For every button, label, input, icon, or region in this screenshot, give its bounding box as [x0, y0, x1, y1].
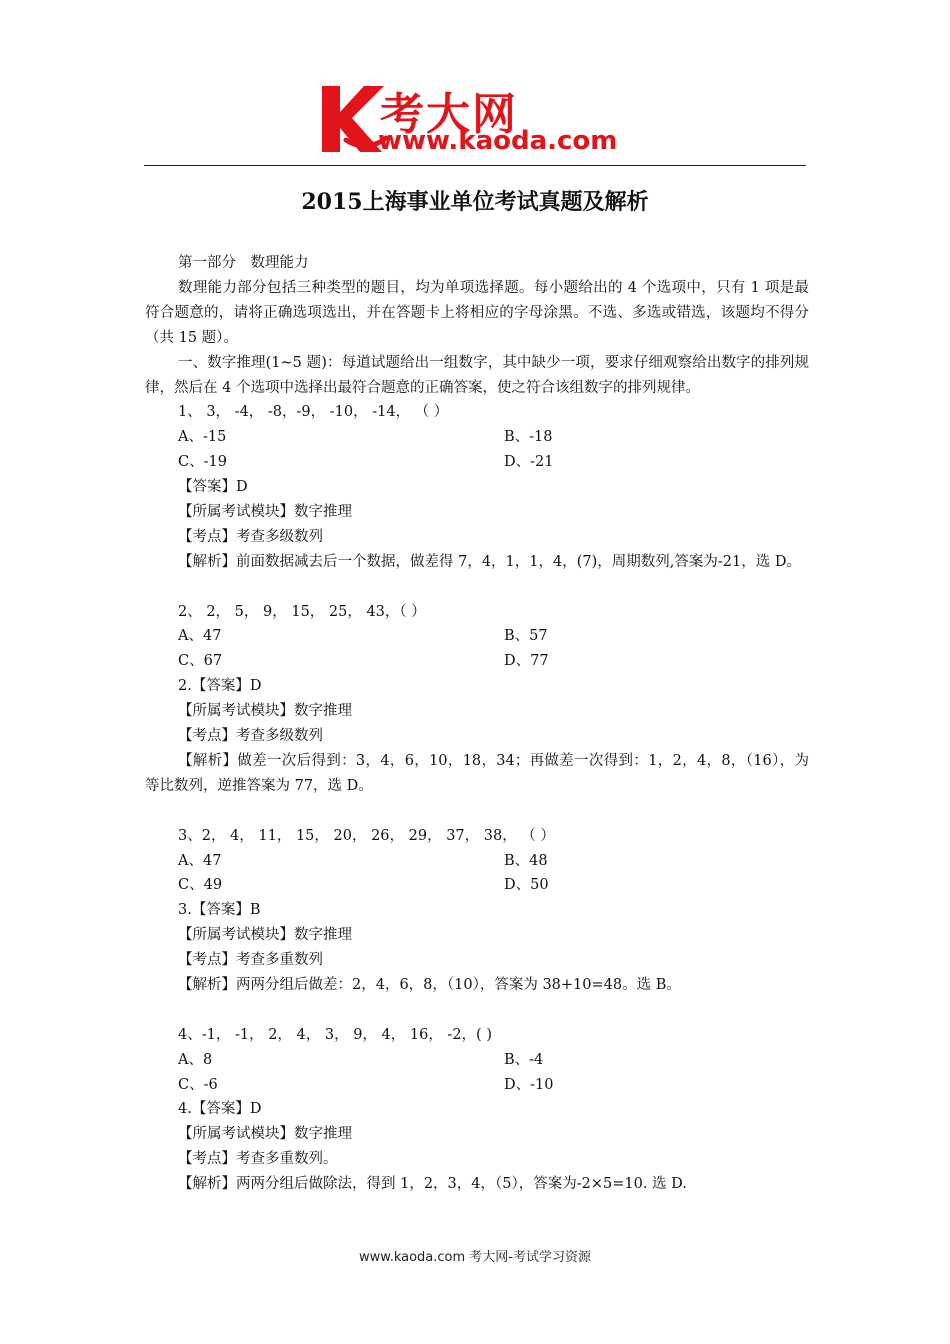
module-line: 【所属考试模块】数字推理 [178, 1126, 352, 1143]
option-a: A、8 [178, 1051, 213, 1068]
option-d: D、77 [504, 653, 549, 670]
question-stem: 1、 3， -4， -8，-9， -10， -14， （ ） [178, 404, 449, 421]
answer-line: 【答案】D [178, 479, 248, 496]
option-c: C、67 [178, 653, 223, 670]
option-d: D、50 [504, 877, 549, 894]
option-b: B、-4 [504, 1051, 544, 1068]
options-row [145, 649, 809, 674]
question-block [145, 600, 809, 799]
document-title: 2015上海事业单位考试真题及解析 [301, 189, 649, 215]
question-stem: 3、2， 4， 11， 15， 20， 26， 29， 37， 38， （ ） [178, 827, 555, 844]
option-b: B、48 [504, 852, 548, 869]
module-line: 【所属考试模块】数字推理 [178, 703, 352, 720]
analysis-line: 【解析】做差一次后得到：3，4，6，10，18，34；再做差一次得到：1，2，4，8，（16），为等比数列，逆推答案为 77，选 D。 [145, 752, 809, 794]
question-block [145, 400, 809, 574]
question-stem: 4、-1， -1， 2， 4， 3， 9， 4， 16， -2，( ) [178, 1026, 492, 1043]
option-b: B、-18 [504, 429, 553, 446]
analysis-line: 【解析】两两分组后做除法，得到 1，2，3，4，（5），答案为-2×5=10. 选 D. [178, 1176, 687, 1193]
question-stem: 2、 2， 5， 9， 15， 25， 43，（ ） [178, 603, 426, 620]
analysis-line: 【解析】前面数据减去后一个数据，做差得 7，4，1，1，4，(7)，周期数列,答案为-21，选 D。 [178, 553, 801, 570]
answer-line: 2.【答案】D [178, 678, 262, 695]
subsection-paragraph: 一、数字推理(1~5 题)：每道试题给出一组数字，其中缺少一项，要求仔细观察给出数字的排列规律，然后在 4 个选项中选择出最符合题意的正确答案，使之符合该组数字的排列规律。 [145, 354, 809, 396]
point-line: 【考点】考查多级数列 [178, 528, 323, 545]
answer-line: 3.【答案】B [178, 902, 261, 919]
logo-url-text: www.kaoda.com [378, 126, 618, 156]
option-d: D、-21 [504, 454, 554, 471]
point-line: 【考点】考查多重数列 [178, 952, 323, 969]
page-footer: www.kaoda.com 考大网-考试学习资源 [359, 1250, 591, 1265]
option-c: C、49 [178, 877, 223, 894]
question-block [145, 1023, 809, 1197]
options-row [145, 849, 809, 874]
options-row [145, 425, 809, 450]
module-line: 【所属考试模块】数字推理 [178, 927, 352, 944]
option-c: C、-19 [178, 454, 227, 471]
question-block [145, 824, 809, 998]
answer-line: 4.【答案】D [178, 1101, 262, 1118]
option-d: D、-10 [504, 1076, 554, 1093]
analysis-line: 【解析】两两分组后做差：2，4，6，8，（10），答案为 38+10=48。选 B。 [178, 976, 681, 993]
point-line: 【考点】考查多重数列。 [178, 1151, 338, 1168]
option-a: A、47 [178, 852, 222, 869]
document-body [145, 251, 809, 1197]
header-divider [144, 165, 806, 166]
option-a: A、-15 [178, 429, 227, 446]
options-row [145, 873, 809, 898]
option-a: A、47 [178, 628, 222, 645]
logo-brand-text: 考大网 [380, 89, 518, 140]
section-heading: 第一部分 数理能力 [178, 255, 309, 271]
options-row [145, 1048, 809, 1073]
options-row [145, 1073, 809, 1098]
options-row [145, 624, 809, 649]
intro-paragraph: 数理能力部分包括三种类型的题目，均为单项选择题。每小题给出的 4 个选项中，只有 1 项是最符合题意的，请将正确选项选出，并在答题卡上将相应的字母涂黑。不选、多选或错选，该题均不得分（共 15 题）。 [145, 279, 809, 346]
option-b: B、57 [504, 628, 548, 645]
module-line: 【所属考试模块】数字推理 [178, 503, 352, 520]
option-c: C、-6 [178, 1076, 218, 1093]
options-row [145, 450, 809, 475]
point-line: 【考点】考查多级数列 [178, 728, 323, 745]
kaoda-logo [318, 80, 648, 160]
